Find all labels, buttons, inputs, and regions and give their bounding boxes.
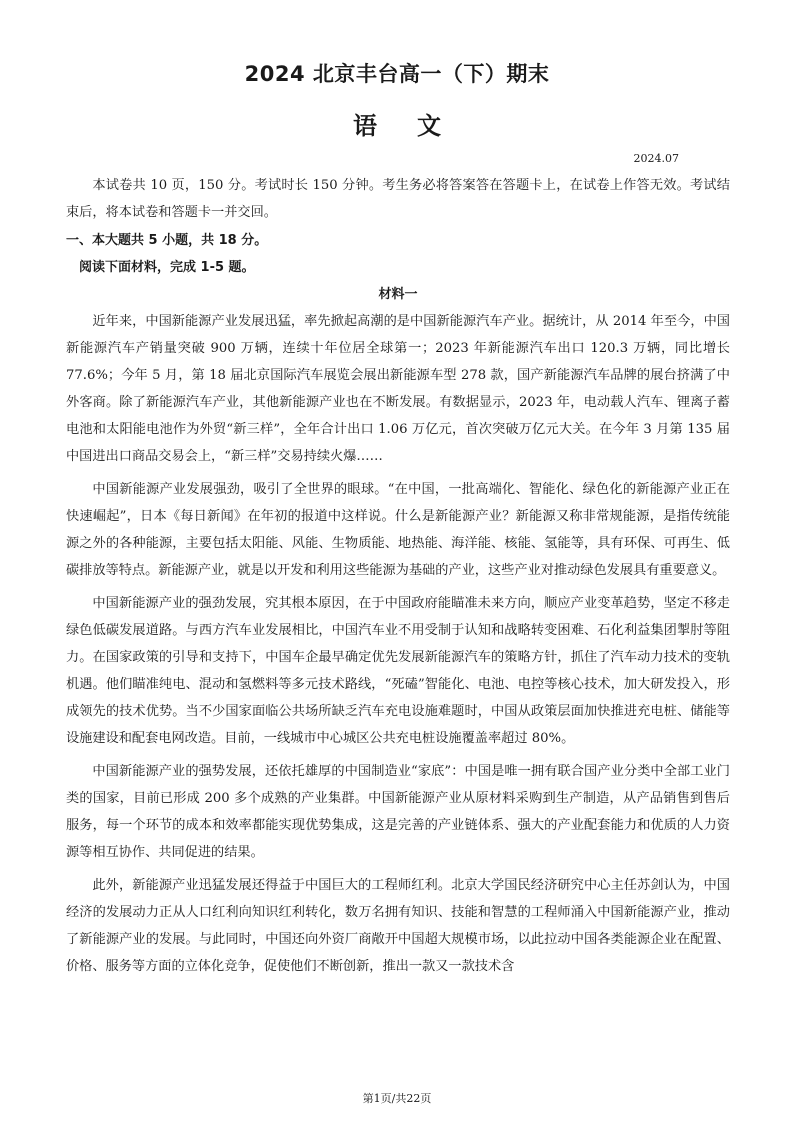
page-number: 第1页/共22页	[362, 1092, 432, 1105]
subject-title: 语文	[353, 111, 481, 140]
material-paragraph: 此外，新能源产业迅猛发展还得益于中国巨大的工程师红利。北京大学国民经济研究中心主任苏剑认为，中国经济的发展动力正从人口红利向知识红利转化，数万名拥有知识、技能和智慧的工程师涌入中国新能源产业，推动了新能源产业的发展。与此同时，中国还向外资厂商敞开中国超大规模市场，以此拉动中国各类能源企业在配置、价格、服务等方面的立体化竞争，促使他们不断创新，推出一款又一款技术含	[66, 878, 730, 974]
material-paragraph: 近年来，中国新能源产业发展迅猛，率先掀起高潮的是中国新能源汽车产业。据统计，从 2014 年至今，中国新能源汽车产销量突破 900 万辆，连续十年位居全球第一；2023 年新能源汽车出口 120.3 万辆，同比增长 77.6%；今年 5 月，第 18 届北京国际汽车展览会展出新能源车型 278 款，国产新能源汽车品牌的展台挤满了中外客商。除了新能源汽车产业，其他新能源产业也在不断发展。有数据显示，2023 年，电动载人汽车、锂离子蓄电池和太阳能电池作为外贸“新三样”，全年合计出口 1.06 万亿元，首次突破万亿元大关。在今年 3 月第 135 届中国进出口商品交易会上，“新三样”交易持续火爆……	[66, 314, 730, 464]
section-heading: 一、本大题共 5 小题，共 18 分。	[66, 233, 268, 248]
exam-instructions: 本试卷共 10 页，150 分。考试时长 150 分钟。考生务必将答案答在答题卡上，在试卷上作答无效。考试结束后，将本试卷和答题卡一并交回。	[66, 178, 730, 220]
material-paragraph: 中国新能源产业的强劲发展，究其根本原因，在于中国政府能瞄准未来方向，顺应产业变革趋势，坚定不移走绿色低碳发展道路。与西方汽车业发展相比，中国汽车业不用受制于认知和战略转变困难、石化利益集团掣肘等阻力。在国家政策的引导和支持下，中国车企最早确定优先发展新能源汽车的策略方针，抓住了汽车动力技术的变轨机遇。他们瞄准纯电、混动和氢燃料等多元技术路线，“死磕”智能化、电池、电控等核心技术，加大研发投入，形成领先的技术优势。当不少国家面临公共场所缺乏汽车充电设施难题时，中国从政策层面加快推进充电桩、储能等设施建设和配套电网改造。目前，一线城市中心城区公共充电桩设施覆盖率超过 80%。	[66, 596, 730, 746]
material-paragraph: 中国新能源产业发展强劲，吸引了全世界的眼球。“在中国，一批高端化、智能化、绿色化的新能源产业正在快速崛起”，日本《每日新闻》在年初的报道中这样说。什么是新能源产业？新能源又称非常规能源，是指传统能源之外的各种能源，主要包括太阳能、风能、生物质能、地热能、海洋能、核能、氢能等，具有环保、可再生、低碳排放等特点。新能源产业，就是以开发和利用这些能源为基础的产业，这些产业对推动绿色发展具有重要意义。	[66, 482, 730, 578]
exam-date: 2024.07	[633, 152, 679, 165]
page-content	[66, 172, 730, 986]
reading-instruction: 阅读下面材料，完成 1-5 题。	[79, 260, 255, 275]
exam-title: 2024 北京丰台高一（下）期末	[244, 62, 550, 86]
material-title: 材料一	[378, 287, 418, 302]
material-paragraph: 中国新能源产业的强势发展，还依托雄厚的中国制造业“家底”：中国是唯一拥有联合国产业分类中全部工业门类的国家，目前已形成 200 多个成熟的产业集群。中国新能源产业从原材料采购到生产制造，从产品销售到售后服务，每一个环节的成本和效率都能实现优势集成，这是完善的产业链体系、强大的产业配套能力和优质的人力资源等相互协作、共同促进的结果。	[66, 764, 730, 860]
